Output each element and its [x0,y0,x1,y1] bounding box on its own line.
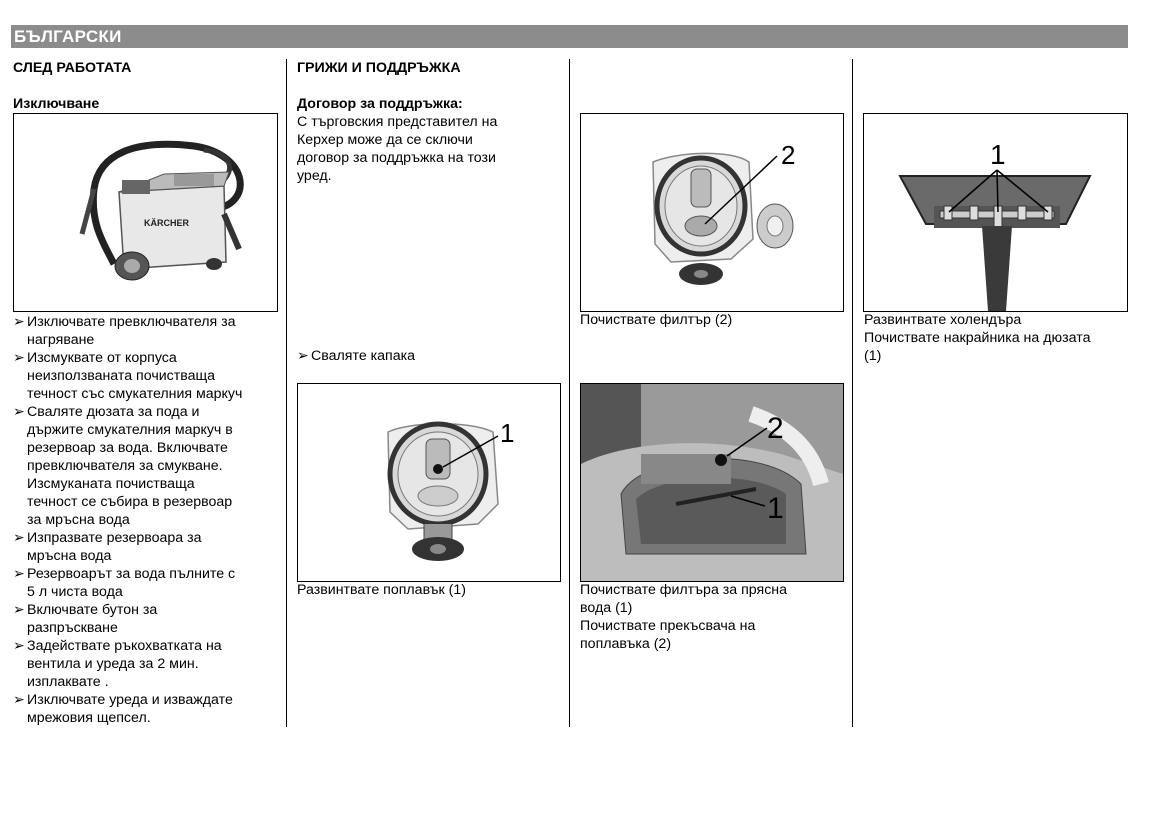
image-caption-line: Почиствате филтъра за прясна [580,582,788,598]
section-title-after-work: СЛЕД РАБОТАТА [13,60,132,76]
image-fresh-water-filter [580,383,844,582]
subsection-title-switch-off: Изключване [13,96,100,112]
image-caption: Развинтвате поплавък (1) [297,582,466,598]
language-label: БЪЛГАРСКИ [14,27,122,46]
image-caption-line: Почиствате накрайника на дюзата [864,330,1091,346]
image-caption-line: Развинтвате холендъра [864,312,1022,328]
column-divider [286,59,287,727]
image-float-lid [297,383,561,582]
contract-title: Договор за поддръжка: [297,96,463,112]
image-caption: Почиствате филтър (2) [580,312,733,328]
image-filter [580,113,844,312]
callout-number: 1 [767,492,784,525]
image-caption-line: поплавъка (2) [580,636,672,652]
column-divider [569,59,570,727]
brand-logo-text: KÄRCHER [144,218,189,228]
contract-text-line: уред. [297,168,332,184]
contract-text-line: договор за поддръжка на този [297,150,496,166]
contract-text-line: С търговския представител на [297,114,498,130]
callout-number: 2 [767,412,784,445]
column-divider [852,59,853,727]
callout-number: 1 [500,418,515,448]
language-header-bar [11,25,1128,48]
image-vacuum-cleaner [13,113,278,312]
callout-number: 2 [781,140,796,170]
section-title-care-maintenance: ГРИЖИ И ПОДДРЪЖКА [297,60,461,76]
contract-text-line: Керхер може да се сключи [297,132,473,148]
image-nozzle [863,113,1128,312]
image-caption-line: (1) [864,348,882,364]
callout-number: 1 [990,139,1006,170]
image-caption-line: вода (1) [580,600,633,616]
image-caption-line: Почиствате прекъсвача на [580,618,756,634]
